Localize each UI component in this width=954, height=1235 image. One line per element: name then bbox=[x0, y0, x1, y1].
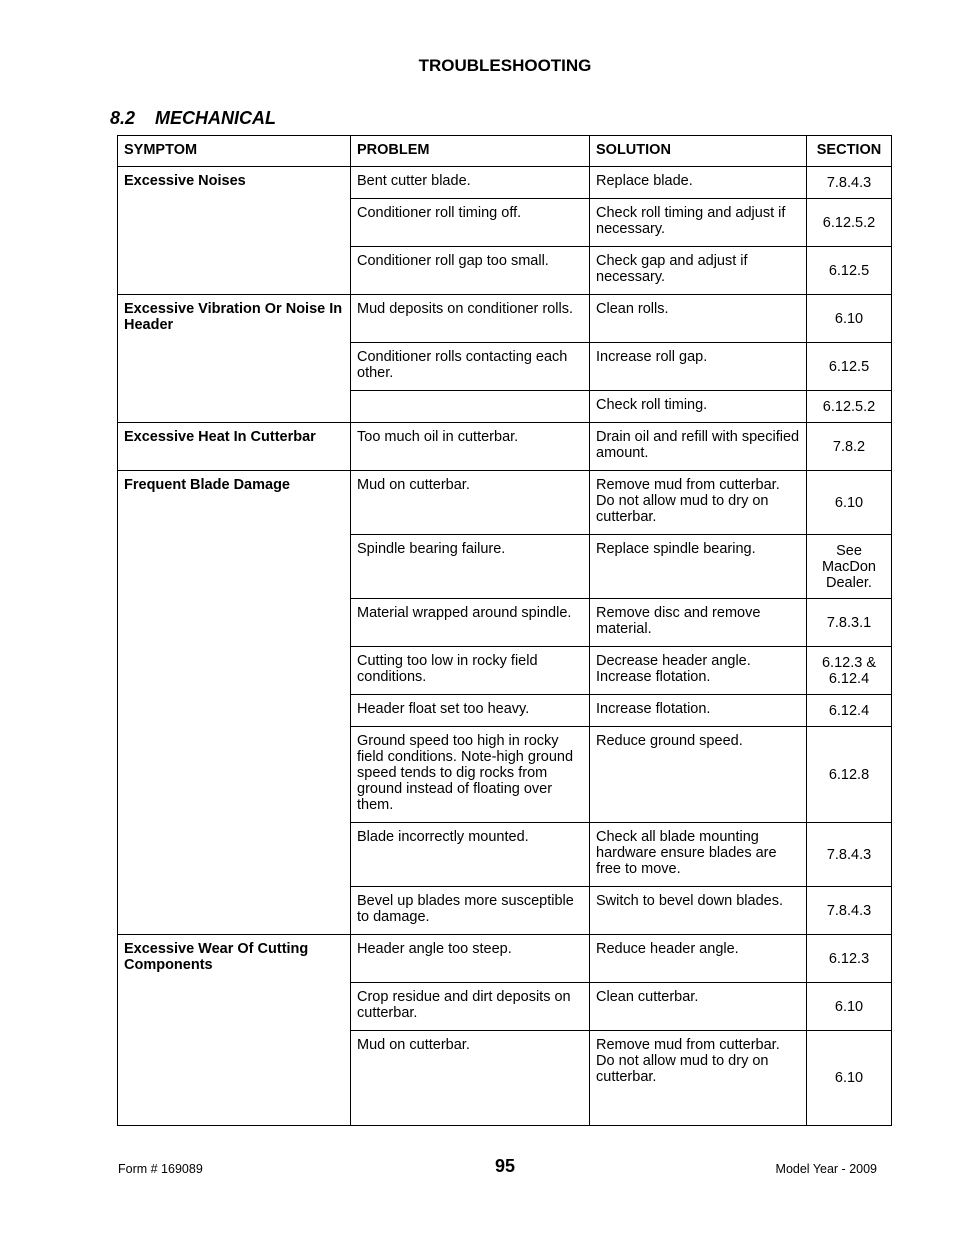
solution-cell: Remove mud from cutterbar. Do not allow mud to dry on cutterbar. bbox=[590, 1031, 807, 1126]
footer-form-number: Form # 169089 bbox=[118, 1162, 203, 1176]
solution-cell: Replace spindle bearing. bbox=[590, 535, 807, 599]
section-cell: 7.8.3.1 bbox=[807, 599, 892, 647]
solution-cell: Reduce header angle. bbox=[590, 935, 807, 983]
section-cell: 6.12.4 bbox=[807, 695, 892, 727]
solution-cell: Drain oil and refill with specified amount. bbox=[590, 423, 807, 471]
table-row bbox=[118, 423, 892, 471]
section-cell: 7.8.4.3 bbox=[807, 167, 892, 199]
troubleshooting-table bbox=[117, 135, 892, 1126]
section-cell: 6.10 bbox=[807, 983, 892, 1031]
column-header-solution: SOLUTION bbox=[590, 136, 807, 167]
section-cell: 7.8.4.3 bbox=[807, 887, 892, 935]
problem-cell: Mud deposits on conditioner rolls. bbox=[351, 295, 590, 343]
section-cell: 6.12.8 bbox=[807, 727, 892, 823]
section-cell: 6.12.3 & 6.12.4 bbox=[807, 647, 892, 695]
symptom-cell: Excessive Noises bbox=[118, 167, 351, 295]
solution-cell: Check gap and adjust if necessary. bbox=[590, 247, 807, 295]
problem-cell: Header float set too heavy. bbox=[351, 695, 590, 727]
footer-page-number: 95 bbox=[494, 1156, 516, 1176]
section-cell: 6.12.5.2 bbox=[807, 199, 892, 247]
solution-cell: Increase roll gap. bbox=[590, 343, 807, 391]
section-cell: 6.12.5.2 bbox=[807, 391, 892, 423]
section-cell: 6.12.3 bbox=[807, 935, 892, 983]
symptom-cell: Frequent Blade Damage bbox=[118, 471, 351, 935]
problem-cell: Conditioner roll gap too small. bbox=[351, 247, 590, 295]
solution-cell: Check all blade mounting hardware ensure blades are free to move. bbox=[590, 823, 807, 887]
problem-cell bbox=[351, 391, 590, 423]
section-cell: 6.10 bbox=[807, 295, 892, 343]
problem-cell: Conditioner roll timing off. bbox=[351, 199, 590, 247]
section-cell: 6.10 bbox=[807, 471, 892, 535]
column-header-section: SECTION bbox=[807, 136, 892, 167]
problem-cell: Cutting too low in rocky field conditions. bbox=[351, 647, 590, 695]
solution-cell: Clean cutterbar. bbox=[590, 983, 807, 1031]
problem-cell: Ground speed too high in rocky field conditions. Note-high ground speed tends to dig rocks from ground instead of floating over them. bbox=[351, 727, 590, 823]
section-cell: 7.8.4.3 bbox=[807, 823, 892, 887]
solution-cell: Clean rolls. bbox=[590, 295, 807, 343]
table-body bbox=[118, 167, 892, 1126]
column-header-problem: PROBLEM bbox=[351, 136, 590, 167]
problem-cell: Material wrapped around spindle. bbox=[351, 599, 590, 647]
section-title: MECHANICAL bbox=[155, 108, 276, 128]
footer-model-year: Model Year - 2009 bbox=[775, 1162, 877, 1176]
section-cell: 6.10 bbox=[807, 1031, 892, 1126]
section-cell: 6.12.5 bbox=[807, 247, 892, 295]
symptom-cell: Excessive Heat In Cutterbar bbox=[118, 423, 351, 471]
problem-cell: Bent cutter blade. bbox=[351, 167, 590, 199]
problem-cell: Bevel up blades more susceptible to damage. bbox=[351, 887, 590, 935]
table-row bbox=[118, 167, 892, 199]
problem-cell: Blade incorrectly mounted. bbox=[351, 823, 590, 887]
table-row bbox=[118, 471, 892, 535]
solution-cell: Check roll timing. bbox=[590, 391, 807, 423]
section-cell: 6.12.5 bbox=[807, 343, 892, 391]
problem-cell: Too much oil in cutterbar. bbox=[351, 423, 590, 471]
symptom-cell: Excessive Wear Of Cutting Components bbox=[118, 935, 351, 1126]
solution-cell: Reduce ground speed. bbox=[590, 727, 807, 823]
solution-cell: Replace blade. bbox=[590, 167, 807, 199]
solution-cell: Decrease header angle. Increase flotation. bbox=[590, 647, 807, 695]
solution-cell: Increase flotation. bbox=[590, 695, 807, 727]
problem-cell: Mud on cutterbar. bbox=[351, 471, 590, 535]
solution-cell: Remove disc and remove material. bbox=[590, 599, 807, 647]
section-number: 8.2 bbox=[110, 108, 136, 128]
problem-cell: Spindle bearing failure. bbox=[351, 535, 590, 599]
symptom-cell: Excessive Vibration Or Noise In Header bbox=[118, 295, 351, 423]
problem-cell: Conditioner rolls contacting each other. bbox=[351, 343, 590, 391]
table-row bbox=[118, 935, 892, 983]
section-cell: 7.8.2 bbox=[807, 423, 892, 471]
solution-cell: Switch to bevel down blades. bbox=[590, 887, 807, 935]
solution-cell: Check roll timing and adjust if necessary. bbox=[590, 199, 807, 247]
problem-cell: Mud on cutterbar. bbox=[351, 1031, 590, 1126]
problem-cell: Crop residue and dirt deposits on cutterbar. bbox=[351, 983, 590, 1031]
problem-cell: Header angle too steep. bbox=[351, 935, 590, 983]
page-title: TROUBLESHOOTING bbox=[418, 56, 592, 75]
column-header-symptom: SYMPTOM bbox=[118, 136, 351, 167]
table-header-row bbox=[118, 136, 892, 167]
section-heading bbox=[110, 108, 276, 129]
section-cell: See MacDon Dealer. bbox=[807, 535, 892, 599]
solution-cell: Remove mud from cutterbar. Do not allow mud to dry on cutterbar. bbox=[590, 471, 807, 535]
table-row bbox=[118, 295, 892, 343]
